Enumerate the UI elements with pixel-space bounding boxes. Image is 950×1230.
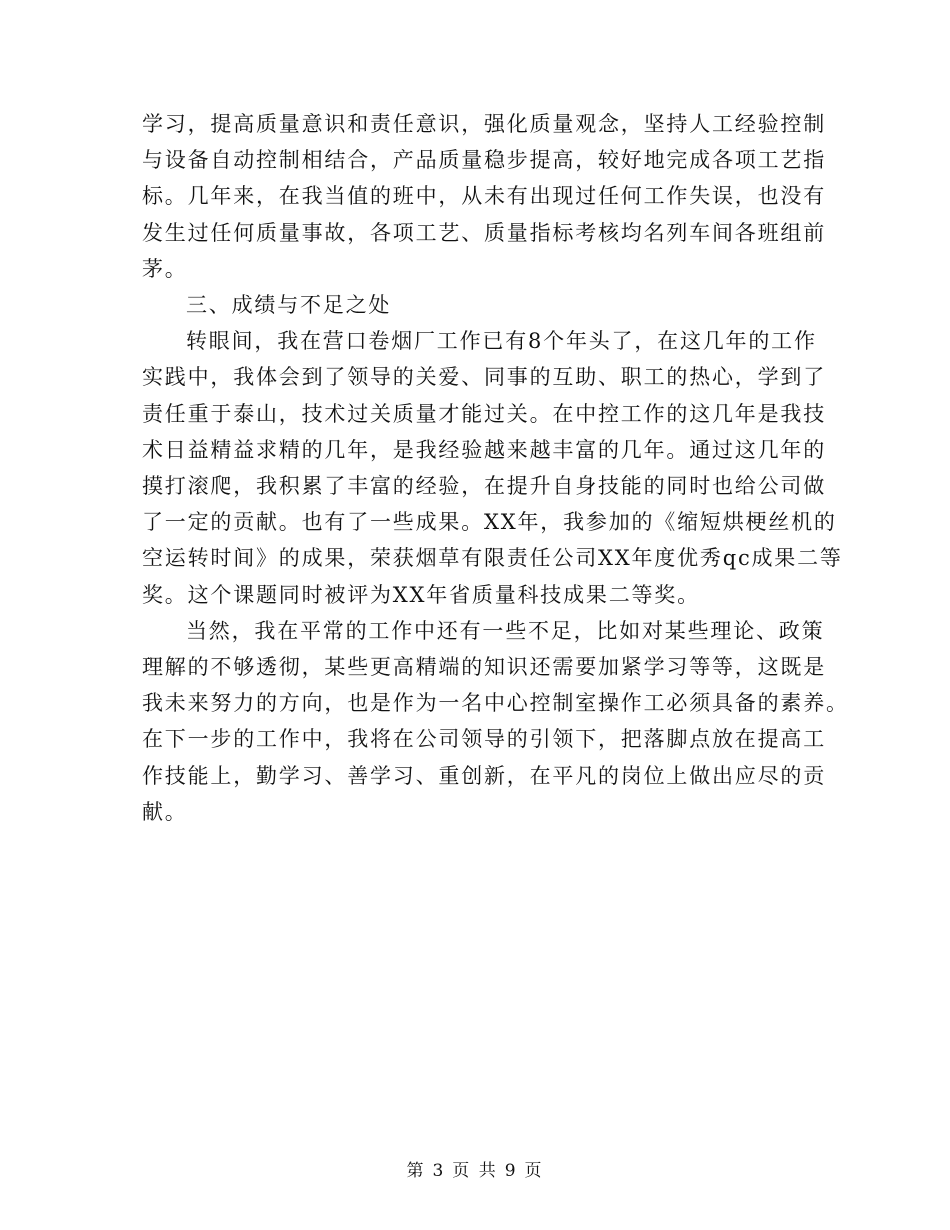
paragraph-line: 学习，提高质量意识和责任意识，强化质量观念，坚持人工经验控制	[142, 112, 826, 136]
paragraph-line: 了一定的贡献。也有了一些成果。XX年，我参加的《缩短烘梗丝机的	[142, 510, 837, 535]
paragraph-line: 茅。	[142, 256, 188, 281]
paragraph-2	[142, 323, 843, 613]
paragraph-line: 当然，我在平常的工作中还有一些不足，比如对某些理论、政策	[186, 618, 825, 643]
paragraph-line: 责任重于泰山，技术过关质量才能过关。在中控工作的这几年是我技	[142, 401, 826, 426]
document-body	[142, 106, 849, 830]
paragraph-line: 标。几年来，在我当值的班中，从未有出现过任何工作失误，也没有	[142, 184, 826, 209]
paragraph-line: 献。	[142, 799, 188, 824]
paragraph-line: 空运转时间》的成果，荣获烟草有限责任公司XX年度优秀qc成果二等	[142, 546, 843, 571]
paragraph-line: 理解的不够透彻，某些更高精端的知识还需要加紧学习等等，这既是	[142, 655, 826, 680]
paragraph-line: 奖。这个课题同时被评为XX年省质量科技成果二等奖。	[142, 582, 700, 607]
total-pages-number: 9	[504, 1161, 518, 1181]
paragraph-line: 发生过任何质量事故，各项工艺、质量指标考核均名列车间各班组前	[142, 220, 826, 245]
paragraph-line: 作技能上，勤学习、善学习、重创新，在平凡的岗位上做出应尽的贡	[142, 763, 826, 788]
page-footer	[0, 1156, 950, 1181]
paragraph-1	[142, 106, 826, 287]
paragraph-line: 转眼间，我在营口卷烟厂工作已有8个年头了，在这几年的工作	[186, 329, 817, 354]
paragraph-line: 摸打滚爬，我积累了丰富的经验，在提升自身技能的同时也给公司做	[142, 474, 826, 499]
paragraph-line: 我未来努力的方向，也是作为一名中心控制室操作工必须具备的素养。	[142, 691, 849, 716]
paragraph-line: 术日益精益求精的几年，是我经验越来越丰富的几年。通过这几年的	[142, 437, 826, 462]
paragraph-line: 实践中，我体会到了领导的关爱、同事的互助、职工的热心，学到了	[142, 365, 826, 390]
current-page-number: 3	[432, 1161, 446, 1181]
page-number-middle: 页 共	[452, 1161, 498, 1181]
page-number-suffix: 页	[524, 1161, 544, 1181]
paragraph-line: 在下一步的工作中，我将在公司领导的引领下，把落脚点放在提高工	[142, 727, 826, 752]
page-number-prefix: 第	[406, 1161, 426, 1181]
paragraph-line: 与设备自动控制相结合，产品质量稳步提高，较好地完成各项工艺指	[142, 148, 826, 173]
paragraph-3	[142, 613, 849, 830]
section-heading: 三、成绩与不足之处	[186, 293, 392, 318]
